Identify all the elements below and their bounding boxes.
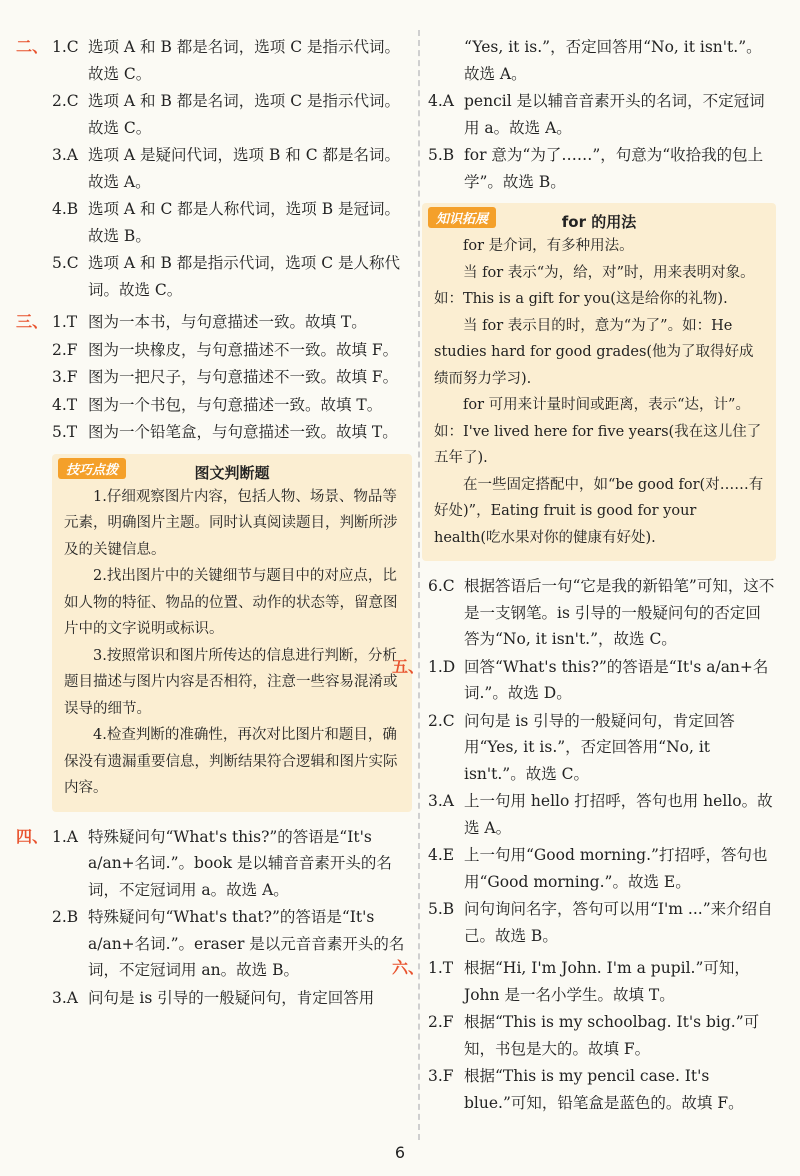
- item-text: 回答“What's this?”的答语是“It's a/an+名词.”。故选 D。: [464, 657, 769, 702]
- section-3: [16, 309, 412, 446]
- tips-paragraph: 4.检查判断的准确性，再次对比图片和题目，确保没有遗漏重要信息，判断结果符合逻辑和图片实际内容。: [64, 727, 398, 796]
- knowledge-paragraph: 当 for 表示“为，给，对”时，用来表明对象。如：This is a gift for you(这是给你的礼物).: [434, 264, 755, 307]
- item-number: 4.B: [52, 200, 79, 218]
- item-number: 3.F: [52, 368, 78, 386]
- tips-paragraph: 2.找出图片中的关键细节与题目中的对应点，比如人物的特征、物品的位置、动作的状态等，留意图片中的文字说明或标识。: [64, 568, 398, 637]
- answer-item: [428, 142, 776, 195]
- item-number: 1.C: [52, 38, 79, 56]
- answer-item: [428, 1063, 776, 1116]
- item-number: 6.C: [428, 577, 455, 595]
- item-number: 5.C: [52, 254, 79, 272]
- section-label: 六、: [392, 958, 425, 977]
- item-text: 问句是 is 引导的一般疑问句，肯定回答用: [88, 988, 375, 1007]
- section-2: [16, 34, 412, 303]
- item-text: 图为一把尺子，与句意描述不一致。故填 F。: [88, 368, 399, 386]
- tips-paragraph: 3.按照常识和图片所传达的信息进行判断，分析题目描述与图片内容是否相符，注意一些容易混淆或误导的细节。: [64, 647, 398, 717]
- item-number: 5.T: [52, 423, 78, 441]
- item-number: 1.A: [52, 827, 78, 846]
- answer-item: [428, 1009, 776, 1062]
- answer-item: [52, 392, 412, 419]
- item-text: 根据“Hi, I'm John. I'm a pupil.”可知，John 是一名小学生。故填 T。: [464, 959, 750, 1004]
- knowledge-tag: 知识拓展: [428, 207, 496, 228]
- item-number: 3.A: [428, 792, 454, 810]
- knowledge-paragraph: for 是介词，有多种用法。: [463, 238, 634, 254]
- item-number: 5.B: [428, 146, 455, 164]
- item-text: 选项 A 是疑问代词，选项 B 和 C 都是名词。故选 A。: [88, 146, 401, 191]
- item-number: 5.B: [428, 900, 455, 918]
- item-text: 上一句用“Good morning.”打招呼，答句也用“Good morning.”。故选 E。: [464, 846, 768, 891]
- tips-title: 图文判断题: [194, 463, 270, 482]
- answer-item: [392, 654, 776, 707]
- item-text: 特殊疑问句“What's this?”的答语是“It's a/an+名词.”。book 是以辅音音素开头的名词，不定冠词用 a。故选 A。: [88, 827, 392, 899]
- answer-item: [428, 842, 776, 895]
- item-number: 4.T: [52, 395, 78, 414]
- item-number: 1.T: [52, 313, 78, 331]
- answer-item: [428, 708, 776, 788]
- item-text: pencil 是以辅音音素开头的名词，不定冠词用 a。故选 A。: [464, 92, 765, 137]
- section-label: 四、: [16, 826, 49, 846]
- item-number: 2.B: [52, 908, 79, 926]
- knowledge-paragraph: 在一些固定搭配中，如“be good for(对……有好处)”，Eating fruit is good for your health(吃水果对你的健康有好处).: [434, 476, 764, 546]
- answer-item: [52, 904, 412, 984]
- knowledge-paragraph: for 可用来计量时间或距离，表示“达，计”。如：I've lived here for five years(我在这儿住了五年了).: [434, 397, 762, 466]
- item-number: 2.F: [52, 340, 78, 359]
- answer-item-continued: [428, 34, 776, 87]
- item-number: 3.F: [428, 1067, 454, 1085]
- item-text: 图为一个书包，与句意描述一致。故填 T。: [88, 395, 383, 414]
- answer-item: [52, 88, 412, 141]
- answer-item: [52, 196, 412, 249]
- answer-item: [428, 573, 776, 653]
- section-label: 五、: [392, 656, 425, 676]
- answer-item: [16, 309, 412, 336]
- answer-item: [392, 955, 776, 1008]
- item-text: 选项 A 和 B 都是名词，选项 C 是指示代词。故选 C。: [88, 92, 401, 137]
- section-6: [392, 955, 776, 1116]
- section-4: [16, 824, 412, 1012]
- item-text: 选项 A 和 C 都是人称代词，选项 B 是冠词。故选 B。: [88, 200, 401, 245]
- item-number: 3.A: [52, 988, 78, 1007]
- tips-tag: 技巧点拨: [58, 458, 126, 479]
- item-text: 图为一个铅笔盒，与句意描述一致。故填 T。: [88, 423, 398, 441]
- right-column: [392, 34, 776, 1122]
- item-number: 1.T: [428, 959, 454, 977]
- knowledge-box: [422, 203, 776, 561]
- answer-item: [52, 250, 412, 303]
- section-label: 二、: [16, 37, 49, 56]
- answer-item: [428, 788, 776, 841]
- answer-item: [52, 985, 412, 1012]
- item-number: 3.A: [52, 146, 78, 164]
- item-number: 2.C: [52, 92, 79, 110]
- item-number: 4.A: [428, 92, 454, 110]
- item-text: “Yes, it is.”，否定回答用“No, it isn't.”。故选 A。: [464, 38, 762, 83]
- page-number: 6: [394, 1143, 406, 1162]
- item-text: 图为一块橡皮，与句意描述不一致。故填 F。: [88, 340, 399, 359]
- item-text: 图为一本书，与句意描述一致。故填 T。: [88, 313, 367, 331]
- answer-item: [52, 337, 412, 364]
- item-number: 1.D: [428, 657, 456, 676]
- answer-item: [16, 34, 412, 87]
- item-text: 根据答语后一句“它是我的新铅笔”可知，这不是一支钢笔。is 引导的一般疑问句的否定回答为“No, it isn't.”，故选 C。: [464, 577, 775, 648]
- item-text: 特殊疑问句“What's that?”的答语是“It's a/an+名词.”。eraser 是以元音音素开头的名词，不定冠词用 an。故选 B。: [88, 908, 405, 979]
- answer-item: [52, 142, 412, 195]
- section-label: 三、: [16, 312, 49, 331]
- item-text: 上一句用 hello 打招呼，答句也用 hello。故选 A。: [464, 792, 773, 837]
- item-text: 根据“This is my schoolbag. It's big.”可知，书包是大的。故填 F。: [464, 1013, 760, 1058]
- answer-item: [52, 419, 412, 446]
- item-text: 选项 A 和 B 都是指示代词，选项 C 是人称代词。故选 C。: [88, 254, 401, 299]
- tips-box: [52, 454, 412, 812]
- knowledge-paragraph: 当 for 表示目的时，意为“为了”。如：He studies hard for good grades(他为了取得好成绩而努力学习).: [434, 317, 754, 387]
- answer-item: [16, 824, 412, 904]
- item-number: 2.C: [428, 711, 455, 730]
- item-text: 根据“This is my pencil case. It's blue.”可知，铅笔盒是蓝色的。故填 F。: [464, 1067, 744, 1112]
- item-text: 问句询问名字，答句可以用“I'm ...”来介绍自己。故选 B。: [464, 900, 773, 945]
- item-number: 4.E: [428, 846, 455, 864]
- item-text: 问句是 is 引导的一般疑问句，肯定回答用“Yes, it is.”，否定回答用“No, it isn't.”。故选 C。: [464, 711, 735, 783]
- section-5: [392, 654, 776, 950]
- item-text: for 意为“为了……”，句意为“收拾我的包上学”。故选 B。: [464, 146, 764, 191]
- item-number: 2.F: [428, 1013, 454, 1031]
- knowledge-title: for 的用法: [561, 213, 637, 231]
- item-text: 选项 A 和 B 都是名词，选项 C 是指示代词。故选 C。: [88, 38, 401, 83]
- answer-item: [428, 88, 776, 141]
- tips-paragraph: 1.仔细观察图片内容，包括人物、场景、物品等元素，明确图片主题。同时认真阅读题目，判断所涉及的关键信息。: [64, 488, 398, 558]
- left-column: [16, 34, 412, 1017]
- answer-item: [428, 896, 776, 949]
- answer-item: [52, 364, 412, 391]
